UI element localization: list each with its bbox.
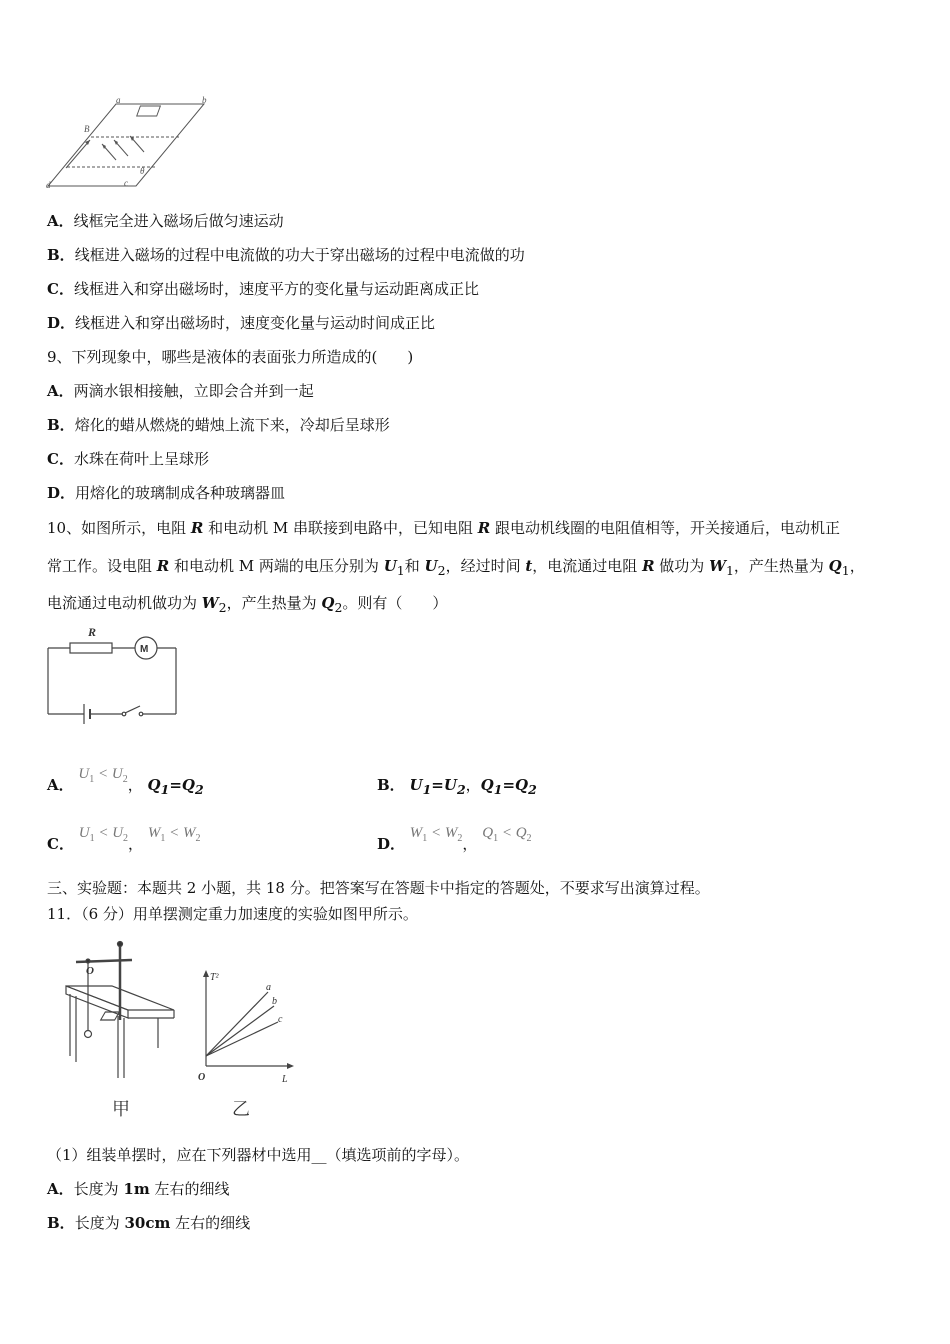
op: < (98, 766, 109, 782)
sub: 2 (218, 600, 227, 615)
op: < (98, 825, 109, 841)
option-text: 线框进入和穿出磁场时，速度平方的变化量与运动距离成正比 (73, 280, 479, 298)
text: 10、如图所示，电阻 (47, 519, 191, 537)
text: 。则有（ ） (342, 594, 448, 612)
option-letter: D． (47, 314, 76, 332)
option-letter: B． (47, 246, 75, 264)
option-letter: C． (47, 280, 74, 298)
q10-circuit-diagram (44, 624, 184, 724)
label-b: b (202, 96, 207, 105)
q11-part1: （1）组装单摆时，应在下列器材中选用__（填选项前的字母）。 (47, 1146, 470, 1164)
var: U (78, 766, 90, 782)
option-letter: A． (47, 382, 74, 400)
line-label-c: c (278, 1014, 283, 1025)
formula (409, 825, 463, 844)
text: ，产生热量为 (226, 594, 322, 612)
var: W (409, 825, 423, 841)
q8-option-b (47, 245, 525, 265)
formula (78, 766, 128, 785)
var: Q (147, 776, 161, 794)
sep: ， (127, 776, 143, 794)
option-letter: D． (47, 484, 76, 502)
option-letter: B． (47, 416, 75, 434)
var: Q (181, 776, 195, 794)
option-letter: A． (47, 776, 74, 794)
option-letter: D． (377, 835, 406, 853)
result (480, 776, 537, 797)
q10-stem-line1 (47, 518, 840, 538)
sep: ， (465, 776, 481, 794)
sub: 2 (195, 833, 201, 844)
var-W: W (201, 594, 219, 612)
sub: 2 (456, 782, 466, 797)
var-t: t (525, 557, 533, 575)
option-letter: B． (377, 776, 405, 794)
op: < (431, 825, 442, 841)
sub: 1 (396, 563, 405, 578)
result (409, 776, 466, 797)
option-value: 1m (123, 1180, 150, 1198)
var: W (147, 825, 161, 841)
option-text: 线框完全进入磁场后做匀速运动 (73, 212, 284, 230)
label-R: R (88, 625, 97, 639)
option-value: 30cm (124, 1214, 171, 1232)
option-letter: B． (47, 1214, 75, 1232)
op: < (501, 825, 512, 841)
var: U (443, 776, 457, 794)
var: U (112, 825, 124, 841)
var: Q (482, 825, 494, 841)
sub: 1 (160, 782, 170, 797)
sub: 2 (526, 833, 532, 844)
sub: 1 (89, 774, 95, 785)
option-text: 熔化的蜡从燃烧的蜡烛上流下来，冷却后呈球形 (74, 416, 390, 434)
option-text: 长度为 (74, 1214, 125, 1232)
option-text: 左右的细线 (149, 1180, 230, 1198)
var: W (444, 825, 458, 841)
var-R: R (642, 557, 655, 575)
q10-option-c (47, 821, 201, 853)
option-text: 线框进入和穿出磁场时，速度变化量与运动时间成正比 (75, 314, 436, 332)
q10-option-b (377, 774, 537, 797)
option-letter: C． (47, 450, 74, 468)
op: = (169, 776, 182, 794)
text: ，经过时间 (445, 557, 526, 575)
sub: 1 (841, 563, 850, 578)
option-text: 线框进入磁场的过程中电流做的功大于穿出磁场的过程中电流做的功 (74, 246, 525, 264)
formula (147, 825, 201, 844)
text: 和电动机 M 串联接到电路中，已知电阻 (203, 519, 478, 537)
label-c: c (124, 178, 128, 188)
label-d: d (46, 180, 51, 190)
label-a: a (116, 96, 121, 105)
var-R: R (156, 557, 170, 575)
q11-stem: 11．（6 分）用单摆测定重力加速度的实验如图甲所示。 (47, 905, 418, 923)
line-label-b: b (272, 996, 277, 1007)
sub: 1 (493, 833, 499, 844)
var: Q (515, 825, 527, 841)
sub: 1 (725, 563, 734, 578)
sub: 2 (334, 600, 343, 615)
line-label-a: a (266, 982, 271, 993)
var: Q (515, 776, 529, 794)
q10-option-a (47, 762, 204, 797)
q10-stem-line3 (47, 593, 447, 618)
var: U (111, 766, 123, 782)
result (147, 776, 204, 797)
var-R: R (190, 519, 204, 537)
q8-option-c (47, 279, 479, 299)
text: ， (849, 557, 865, 575)
text: ，产生热量为 (733, 557, 829, 575)
sub: 1 (422, 782, 432, 797)
q8-option-d (47, 313, 435, 333)
q9-option-c (47, 449, 209, 469)
q9-option-a (47, 381, 314, 401)
text: 常工作。设电阻 (47, 557, 157, 575)
op: = (431, 776, 444, 794)
var-W: W (709, 557, 726, 575)
option-text: 长度为 (73, 1180, 124, 1198)
option-letter: A． (47, 212, 74, 230)
option-text: 水珠在荷叶上呈球形 (73, 450, 209, 468)
var-U: U (383, 557, 397, 575)
op: = (502, 776, 516, 794)
sep: ， (462, 835, 478, 853)
text: 跟电动机线圈的电阻值相等，开关接通后，电动机正 (490, 519, 841, 537)
var-R: R (477, 519, 491, 537)
var: W (182, 825, 196, 841)
q11-option-a (47, 1179, 230, 1199)
q8-diagram (44, 96, 214, 192)
var-U: U (424, 557, 438, 575)
sub: 2 (122, 774, 128, 785)
q9-stem: 9、下列现象中，哪些是液体的表面张力所造成的( ) (47, 348, 414, 366)
q11-graph (194, 966, 298, 1086)
text: 电流通过电动机做功为 (47, 594, 202, 612)
sub: 2 (123, 833, 129, 844)
axis-label-T2: T² (210, 972, 219, 983)
sep: ， (128, 835, 144, 853)
label-B: B (84, 124, 90, 134)
sub: 2 (437, 563, 446, 578)
sub: 1 (89, 833, 95, 844)
caption-yi: 乙 (232, 1099, 250, 1120)
q8-option-a (47, 211, 284, 231)
q11-pendulum-diagram (58, 938, 182, 1080)
sub: 2 (528, 782, 537, 797)
text: 做功为 (654, 557, 710, 575)
q10-option-d (377, 821, 532, 853)
label-theta: θ (140, 166, 145, 176)
op: < (169, 825, 180, 841)
section-3-heading: 三、实验题：本题共 2 小题，共 18 分。把答案写在答题卡中指定的答题处，不要求写出演算过程。 (47, 879, 710, 897)
q10-stem-line2 (47, 556, 865, 581)
var-Q: Q (828, 557, 842, 575)
option-text: 用熔化的玻璃制成各种玻璃器皿 (75, 484, 286, 502)
q9-option-b (47, 415, 390, 435)
var: U (78, 825, 90, 841)
var: Q (480, 776, 494, 794)
option-text: 左右的细线 (170, 1214, 251, 1232)
sub: 1 (493, 782, 503, 797)
var-Q: Q (321, 594, 335, 612)
q9-option-d (47, 483, 285, 503)
sub: 2 (194, 782, 204, 797)
axis-label-L: L (282, 1074, 288, 1085)
sub: 1 (160, 833, 166, 844)
q11-option-b (47, 1213, 250, 1233)
text: ，电流通过电阻 (532, 557, 643, 575)
option-text: 两滴水银相接触，立即会合并到一起 (73, 382, 314, 400)
label-O: O (86, 965, 94, 977)
formula (78, 825, 129, 844)
formula (482, 825, 532, 844)
caption-jia: 甲 (112, 1099, 130, 1120)
text: 和电动机 M 两端的电压分别为 (169, 557, 384, 575)
origin-label: O (198, 1072, 206, 1083)
sub: 2 (457, 833, 463, 844)
text: 和 (404, 557, 425, 575)
option-letter: A． (47, 1180, 74, 1198)
label-M: M (140, 644, 149, 655)
option-letter: C． (47, 835, 74, 853)
sub: 1 (422, 833, 428, 844)
var: U (409, 776, 423, 794)
